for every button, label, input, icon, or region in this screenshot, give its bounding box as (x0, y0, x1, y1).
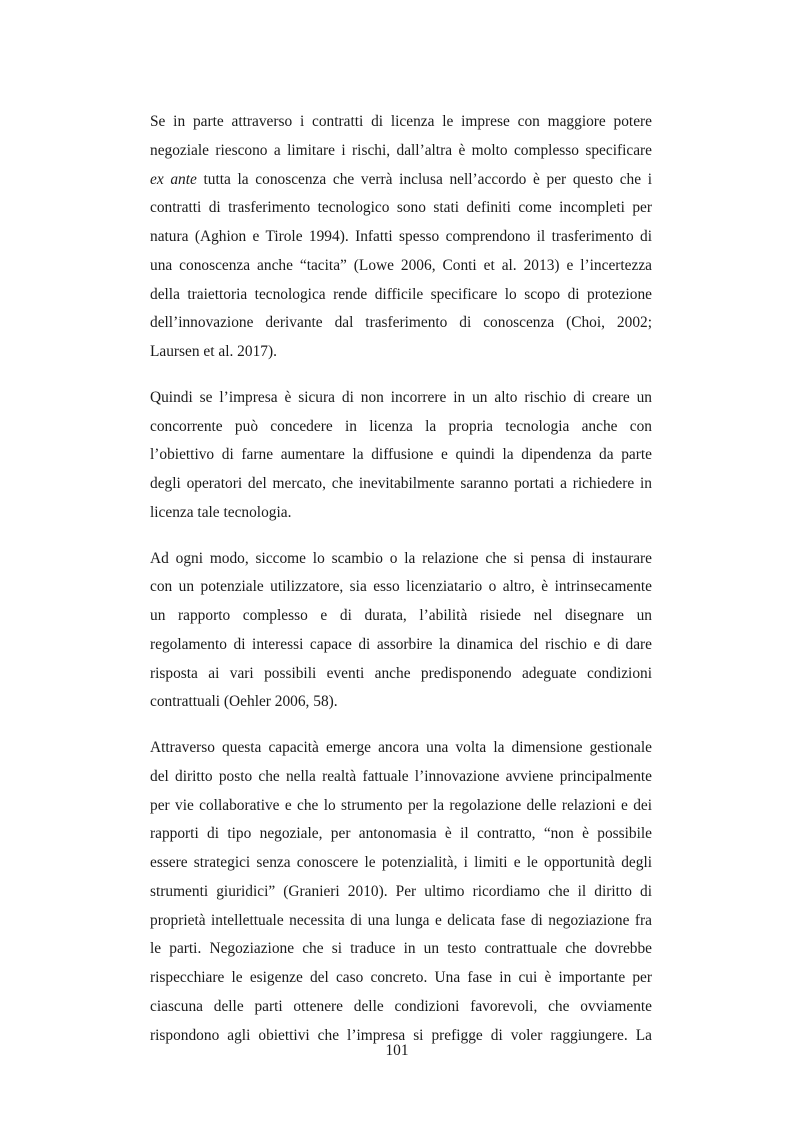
text-line: contratti di trasferimento tecnologico sono stati definiti come incompleti per (150, 199, 652, 217)
page-number: 101 (385, 1042, 409, 1059)
text-line: della traiettoria tecnologica rende difficile specificare lo scopo di protezione (150, 285, 652, 303)
text-line: una conoscenza anche “tacita” (Lowe 2006, Conti et al. 2013) e l’incertezza (150, 256, 652, 274)
text-line: natura (Aghion e Tirole 1994). Infatti spesso comprendono il trasferimento di (150, 228, 652, 245)
text-line: Se in parte attraverso i contratti di licenza le imprese con maggiore potere (150, 113, 652, 130)
text-line: per vie collaborative e che lo strumento per la regolazione delle relazioni e dei (150, 796, 652, 814)
text-line: ciascuna delle parti ottenere delle condizioni favorevoli, che ovviamente (150, 997, 652, 1015)
text-line: con un potenziale utilizzatore, sia esso licenziatario o altro, è intrinsecamente (150, 578, 652, 596)
text-line: rispecchiare le esigenze del caso concreto. Una fase in cui è importante per (150, 969, 652, 986)
body-text (150, 108, 652, 1067)
text-line: rispondono agli obiettivi che l’impresa si prefigge di voler raggiungere. La (150, 1026, 652, 1044)
text-line: del diritto posto che nella realtà fattuale l’innovazione avviene principalmente (150, 767, 652, 785)
text-line: rapporti di tipo negoziale, per antonomasia è il contratto, “non è possibile (150, 825, 652, 843)
paragraph-2 (150, 384, 652, 528)
paragraph-1 (150, 108, 652, 367)
text-line: l’obiettivo di farne aumentare la diffusione e quindi la dipendenza da parte (150, 446, 652, 464)
text-line: Attraverso questa capacità emerge ancora una volta la dimensione gestionale (150, 739, 652, 756)
italic-term: ex ante (150, 170, 197, 188)
paragraph-3 (150, 545, 652, 718)
text-line: concorrente può concedere in licenza la propria tecnologia anche con (150, 417, 652, 435)
text-line: un rapporto complesso e di durata, l’abilità risiede nel disegnare un (150, 607, 652, 624)
text-line: Laursen et al. 2017). (150, 343, 277, 360)
text-line: Quindi se l’impresa è sicura di non incorrere in un alto rischio di creare un (150, 388, 652, 406)
text-line: essere strategici senza conoscere le potenzialità, i limiti e le opportunità degli (150, 854, 652, 871)
text-line: dell’innovazione derivante dal trasferimento di conoscenza (Choi, 2002; (150, 314, 652, 332)
text-line-ex-ante (150, 166, 652, 195)
text-line: licenza tale tecnologia. (150, 503, 292, 521)
text-line: strumenti giuridici” (Granieri 2010). Per ultimo ricordiamo che il diritto di (150, 882, 652, 900)
text-line: proprietà intellettuale necessita di una lunga e delicata fase di negoziazione fra (150, 911, 652, 929)
text-line: le parti. Negoziazione che si traduce in un testo contrattuale che dovrebbe (150, 940, 652, 958)
text-line: risposta ai vari possibili eventi anche predisponendo adeguate condizioni (150, 664, 652, 682)
text-line: negoziale riescono a limitare i rischi, dall’altra è molto complesso specificare (150, 141, 652, 159)
text-line: degli operatori del mercato, che inevitabilmente saranno portati a richiedere in (150, 475, 652, 492)
text-line: regolamento di interessi capace di assorbire la dinamica del rischio e di dare (150, 635, 652, 653)
paragraph-4 (150, 734, 652, 1050)
text-line: Ad ogni modo, siccome lo scambio o la relazione che si pensa di instaurare (150, 549, 652, 567)
text-line: contrattuali (Oehler 2006, 58). (150, 693, 338, 711)
text-segment: tutta la conoscenza che verrà inclusa nell’accordo è per questo che i (196, 170, 652, 188)
